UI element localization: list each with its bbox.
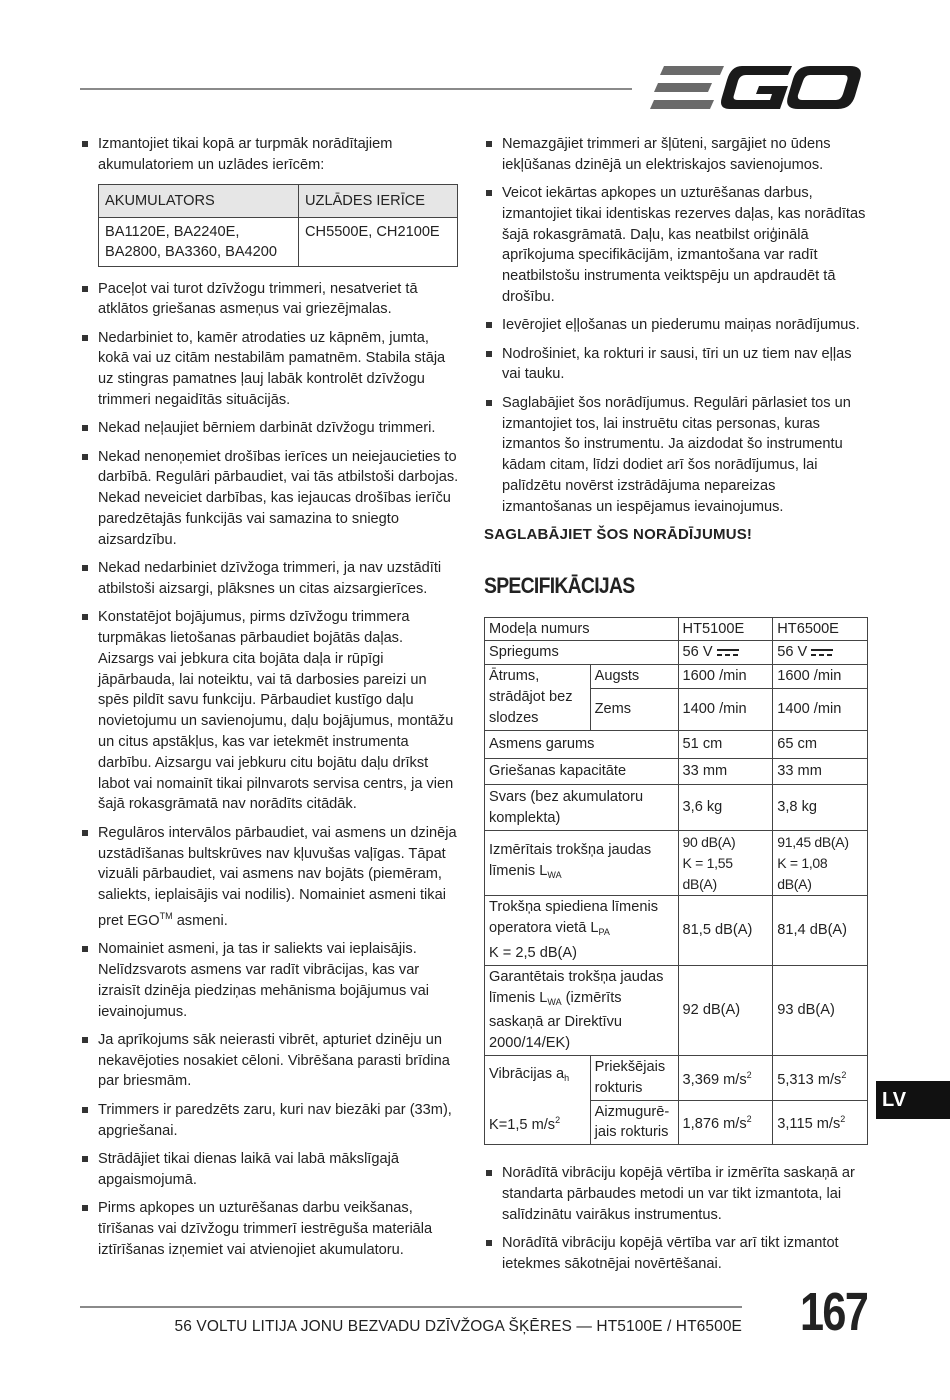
spec-sublabel: Aizmugurē-jais rokturis — [590, 1100, 678, 1145]
battery-charger-table — [98, 184, 458, 267]
bullet-item: Veicot iekārtas apkopes un uzturēšanas darbus, izmantojiet tikai identiskas rezerves daļas, kas norādītas šajā rokasgrāmatā. Daļu, kas neatbilst oriģinālā aprīkojuma specifikācijām, izmantošana var radīt neatbilstošu instrumenta veiktspēju un apdraudēt tā drošību. — [484, 183, 868, 308]
spec-label: Svars (bez akumulatoru komplekta) — [485, 785, 679, 831]
bullet-item: Nekad neļaujiet bērniem darbināt dzīvžogu trimmeri. — [80, 418, 460, 439]
right-bullets — [484, 134, 868, 518]
spec-value: 33 mm — [678, 759, 773, 785]
spec-row-vibration-front — [485, 1056, 868, 1101]
spec-label: Trokšņa spiediena līmenis operatora vietā $L_{PA}$ K = 2,5 dB(A) — [485, 896, 679, 965]
bullet-item-ego-blade — [80, 823, 460, 932]
spec-label: Ātrums, strādājot bez slodzes — [485, 665, 591, 731]
bullet-item: Nemazgājiet trimmeri ar šļūteni, sargājiet no ūdens iekļūšanas dzinējā un elektriskajos savienojumos. — [484, 134, 868, 176]
spec-value: 90 dB(A) K = 1,55 dB(A) — [678, 831, 773, 896]
left-bullets-intro — [80, 134, 460, 176]
note-item: Norādītā vibrāciju kopējā vērtība var arī tikt izmantot ietekmes sākotnējai novērtēšanai. — [484, 1233, 868, 1275]
spec-label: Garantētais trokšņa jaudas līmenis $L_{WA}$ (izmērīts saskaņā ar Direktīvu 2000/14/EK) — [485, 965, 679, 1055]
spec-value: 65 cm — [773, 731, 868, 759]
save-instructions-heading: SAGLABĀJIET ŠOS NORĀDĪJUMUS! — [484, 526, 753, 544]
footer-title: 56 VOLTU LITIJA JONU BEZVADU DZĪVŽOGA ŠĶĒRES — HT5100E / HT6500E — [174, 1318, 742, 1335]
spec-value: 5,313 $m/s^2$ — [773, 1056, 868, 1101]
spec-row-cutting — [485, 759, 868, 785]
spec-value: 92 dB(A) — [678, 965, 773, 1055]
bullet-item: Nedarbiniet to, kamēr atrodaties uz kāpnēm, jumta, kokā vai uz citām nestabilām pamatnēm. Stabila stāja uz stingras pamatnes ļauj labāk kontrolēt dzīvžogu trimmeri negaidītās situācijās. — [80, 328, 460, 411]
spec-value: 33 mm — [773, 759, 868, 785]
spec-sublabel: Augsts — [590, 665, 678, 689]
right-column — [484, 134, 868, 1282]
dc-symbol-icon — [811, 649, 833, 657]
bullet-ego-text: Regulāros intervālos pārbaudiet, vai asmens un dzinēja uzstādīšanas bultskrūves nav kļuvušas vaļīgas. Tāpat vizuāli pārbaudiet, vai asmens nav bojāts (piemēram, saliekts, ieplaisājis vai nodilis). Nomainiet asmeni tikai pret EGO — [98, 824, 457, 929]
spec-value: 1600 /min — [773, 665, 868, 689]
bullet-item: Pirms apkopes un uzturēšanas darbu veikšanas, tīrīšanas vai dzīvžogu trimmerī iestrēguša materiāla iztīrīšanas izņemiet vai atvienojiet akumulatoru. — [80, 1198, 460, 1260]
spec-label: Vibrācijas $a_h$ K=1,5 $m/s^2$ — [485, 1056, 591, 1145]
battery-models: BA1120E, BA2240E, BA2800, BA3360, BA4200 — [99, 217, 299, 266]
vibration-notes — [484, 1163, 868, 1274]
spec-label: Modeļa numurs — [485, 617, 679, 641]
bullet-item: Trimmers ir paredzēts zaru, kuri nav biezāki par (33m), apgriešanai. — [80, 1100, 460, 1142]
bullet-item: Ja aprīkojums sāk neierasti vibrēt, apturiet dzinēju un nekavējoties nosakiet cēloni. Vibrēšana parasti brīdina par briesmām. — [80, 1030, 460, 1092]
charger-header: UZLĀDES IERĪCE — [299, 184, 458, 217]
spec-value: 3,369 $m/s^2$ — [678, 1056, 773, 1101]
page-number: 167 — [800, 1282, 868, 1342]
language-tab: LV — [876, 1081, 950, 1119]
spec-value: 93 dB(A) — [773, 965, 868, 1055]
bullet-item: Paceļot vai turot dzīvžogu trimmeri, nesatveriet tā atklātos griešanas asmeņus vai griezējmalas. — [80, 279, 460, 321]
ego-logo — [650, 64, 862, 112]
bullet-item: Ievērojiet eļļošanas un piederumu maiņas norādījumus. — [484, 315, 868, 336]
spec-row-weight — [485, 785, 868, 831]
spec-label: Spriegums — [485, 641, 679, 665]
spec-value: 3,115 $m/s^2$ — [773, 1100, 868, 1145]
charger-models: CH5500E, CH2100E — [299, 217, 458, 266]
spec-value: 1400 /min — [678, 689, 773, 731]
bullet-item: Nomainiet asmeni, ja tas ir saliekts vai ieplaisājis. Nelīdzsvarots asmens var radīt vibrācijas, kas var izraisīt dzinēja piedziņas mehānisma bojājumus vai ievainojumus. — [80, 939, 460, 1022]
note-item: Norādītā vibrāciju kopējā vērtība ir izmērīta saskaņā ar standarta pārbaudes metodi un var tikt izmantota, lai salīdzinātu vairākus instrumentus. — [484, 1163, 868, 1225]
spec-value: 81,5 dB(A) — [678, 896, 773, 965]
bullet-item: Konstatējot bojājumus, pirms dzīvžogu trimmera turpmākas lietošanas pārbaudiet bojātās daļas. Aizsargs vai jebkura cita bojāta daļa ir rūpīgi jāpārbauda, lai noteiktu, vai tā darbosies pareizi un spēs pildīt savu funkciju. Pārbaudiet kustīgo daļu novietojumu un savienojumu, daļu bojājumus, montāžu un citus apstākļus, kas var ietekmēt instrumenta darbību. Aizsargu vai jebkuru citu bojātu daļu drīkst labot vai nomainīt tikai pilnvarots servisa centrs, ja vien šajā rokasgrāmatā nav norādīts citādāk. — [80, 607, 460, 815]
spec-row-speed-high — [485, 665, 868, 689]
battery-header: AKUMULATORS — [99, 184, 299, 217]
spec-value: HT5100E — [678, 617, 773, 641]
spec-row-voltage — [485, 641, 868, 665]
left-bullets — [80, 279, 460, 1261]
specifications-title: SPECIFIKĀCIJAS — [484, 572, 635, 598]
spec-value: 1,876 $m/s^2$ — [678, 1100, 773, 1145]
spec-value: 56 V — [678, 641, 773, 665]
bullet-ego-suffix: asmeni. — [172, 912, 228, 929]
bullet-item: Saglabājiet šos norādījumus. Regulāri pārlasiet tos un izmantojiet tos, lai instruētu citas personas, kuras izmantos šo instrumentu. Ja aizdodat šo instrumentu kādam citam, līdzi dodiet arī šos norādījumus, lai palīdzētu novērst izstrādājuma nepareizas izmantošanas un iespējamus ievainojumus. — [484, 393, 868, 518]
spec-value: 81,4 dB(A) — [773, 896, 868, 965]
spec-value: 51 cm — [678, 731, 773, 759]
left-column — [80, 134, 460, 1268]
spec-sublabel: Zems — [590, 689, 678, 731]
bullet-item: Strādājiet tikai dienas laikā vai labā mākslīgajā apgaismojumā. — [80, 1149, 460, 1191]
spec-value: 91,45 dB(A) K = 1,08 dB(A) — [773, 831, 868, 896]
spec-row-lpa — [485, 896, 868, 965]
spec-value: HT6500E — [773, 617, 868, 641]
spec-label: Asmens garums — [485, 731, 679, 759]
spec-row-model — [485, 617, 868, 641]
spec-row-lwa — [485, 831, 868, 896]
bullet-item: Nekad nenoņemiet drošības ierīces un neiejaucieties to darbībā. Regulāri pārbaudiet, vai tās atbilstoši darbojas. Nekad neveiciet darbības, kas iejaucas drošības ierīču paredzētajās funkcijās vai samazina to sniegto aizsardzību. — [80, 447, 460, 551]
spec-value: 56 V — [773, 641, 868, 665]
spec-row-guaranteed-lwa — [485, 965, 868, 1055]
spec-row-blade — [485, 731, 868, 759]
spec-value: 1400 /min — [773, 689, 868, 731]
dc-symbol-icon — [717, 649, 739, 657]
bullet-intro: Izmantojiet tikai kopā ar turpmāk norādītajiem akumulatoriem un uzlādes ierīcēm: — [80, 134, 460, 176]
spec-value: 1600 /min — [678, 665, 773, 689]
spec-value: 3,8 kg — [773, 785, 868, 831]
spec-label: Izmērītais trokšņa jaudas līmenis $L_{WA}$ — [485, 831, 679, 896]
specifications-table — [484, 617, 868, 1146]
spec-sublabel: Priekšējais rokturis — [590, 1056, 678, 1101]
header-rule — [80, 88, 632, 90]
bullet-item: Nekad nedarbiniet dzīvžoga trimmeri, ja nav uzstādīti atbilstoši aizsargi, plāksnes un citas aizsargierīces. — [80, 558, 460, 600]
bullet-item: Nodrošiniet, ka rokturi ir sausi, tīri un uz tiem nav eļļas vai tauku. — [484, 344, 868, 386]
trademark-mark: TM — [159, 910, 173, 921]
spec-value: 3,6 kg — [678, 785, 773, 831]
footer-rule — [80, 1306, 742, 1308]
spec-label: Griešanas kapacitāte — [485, 759, 679, 785]
